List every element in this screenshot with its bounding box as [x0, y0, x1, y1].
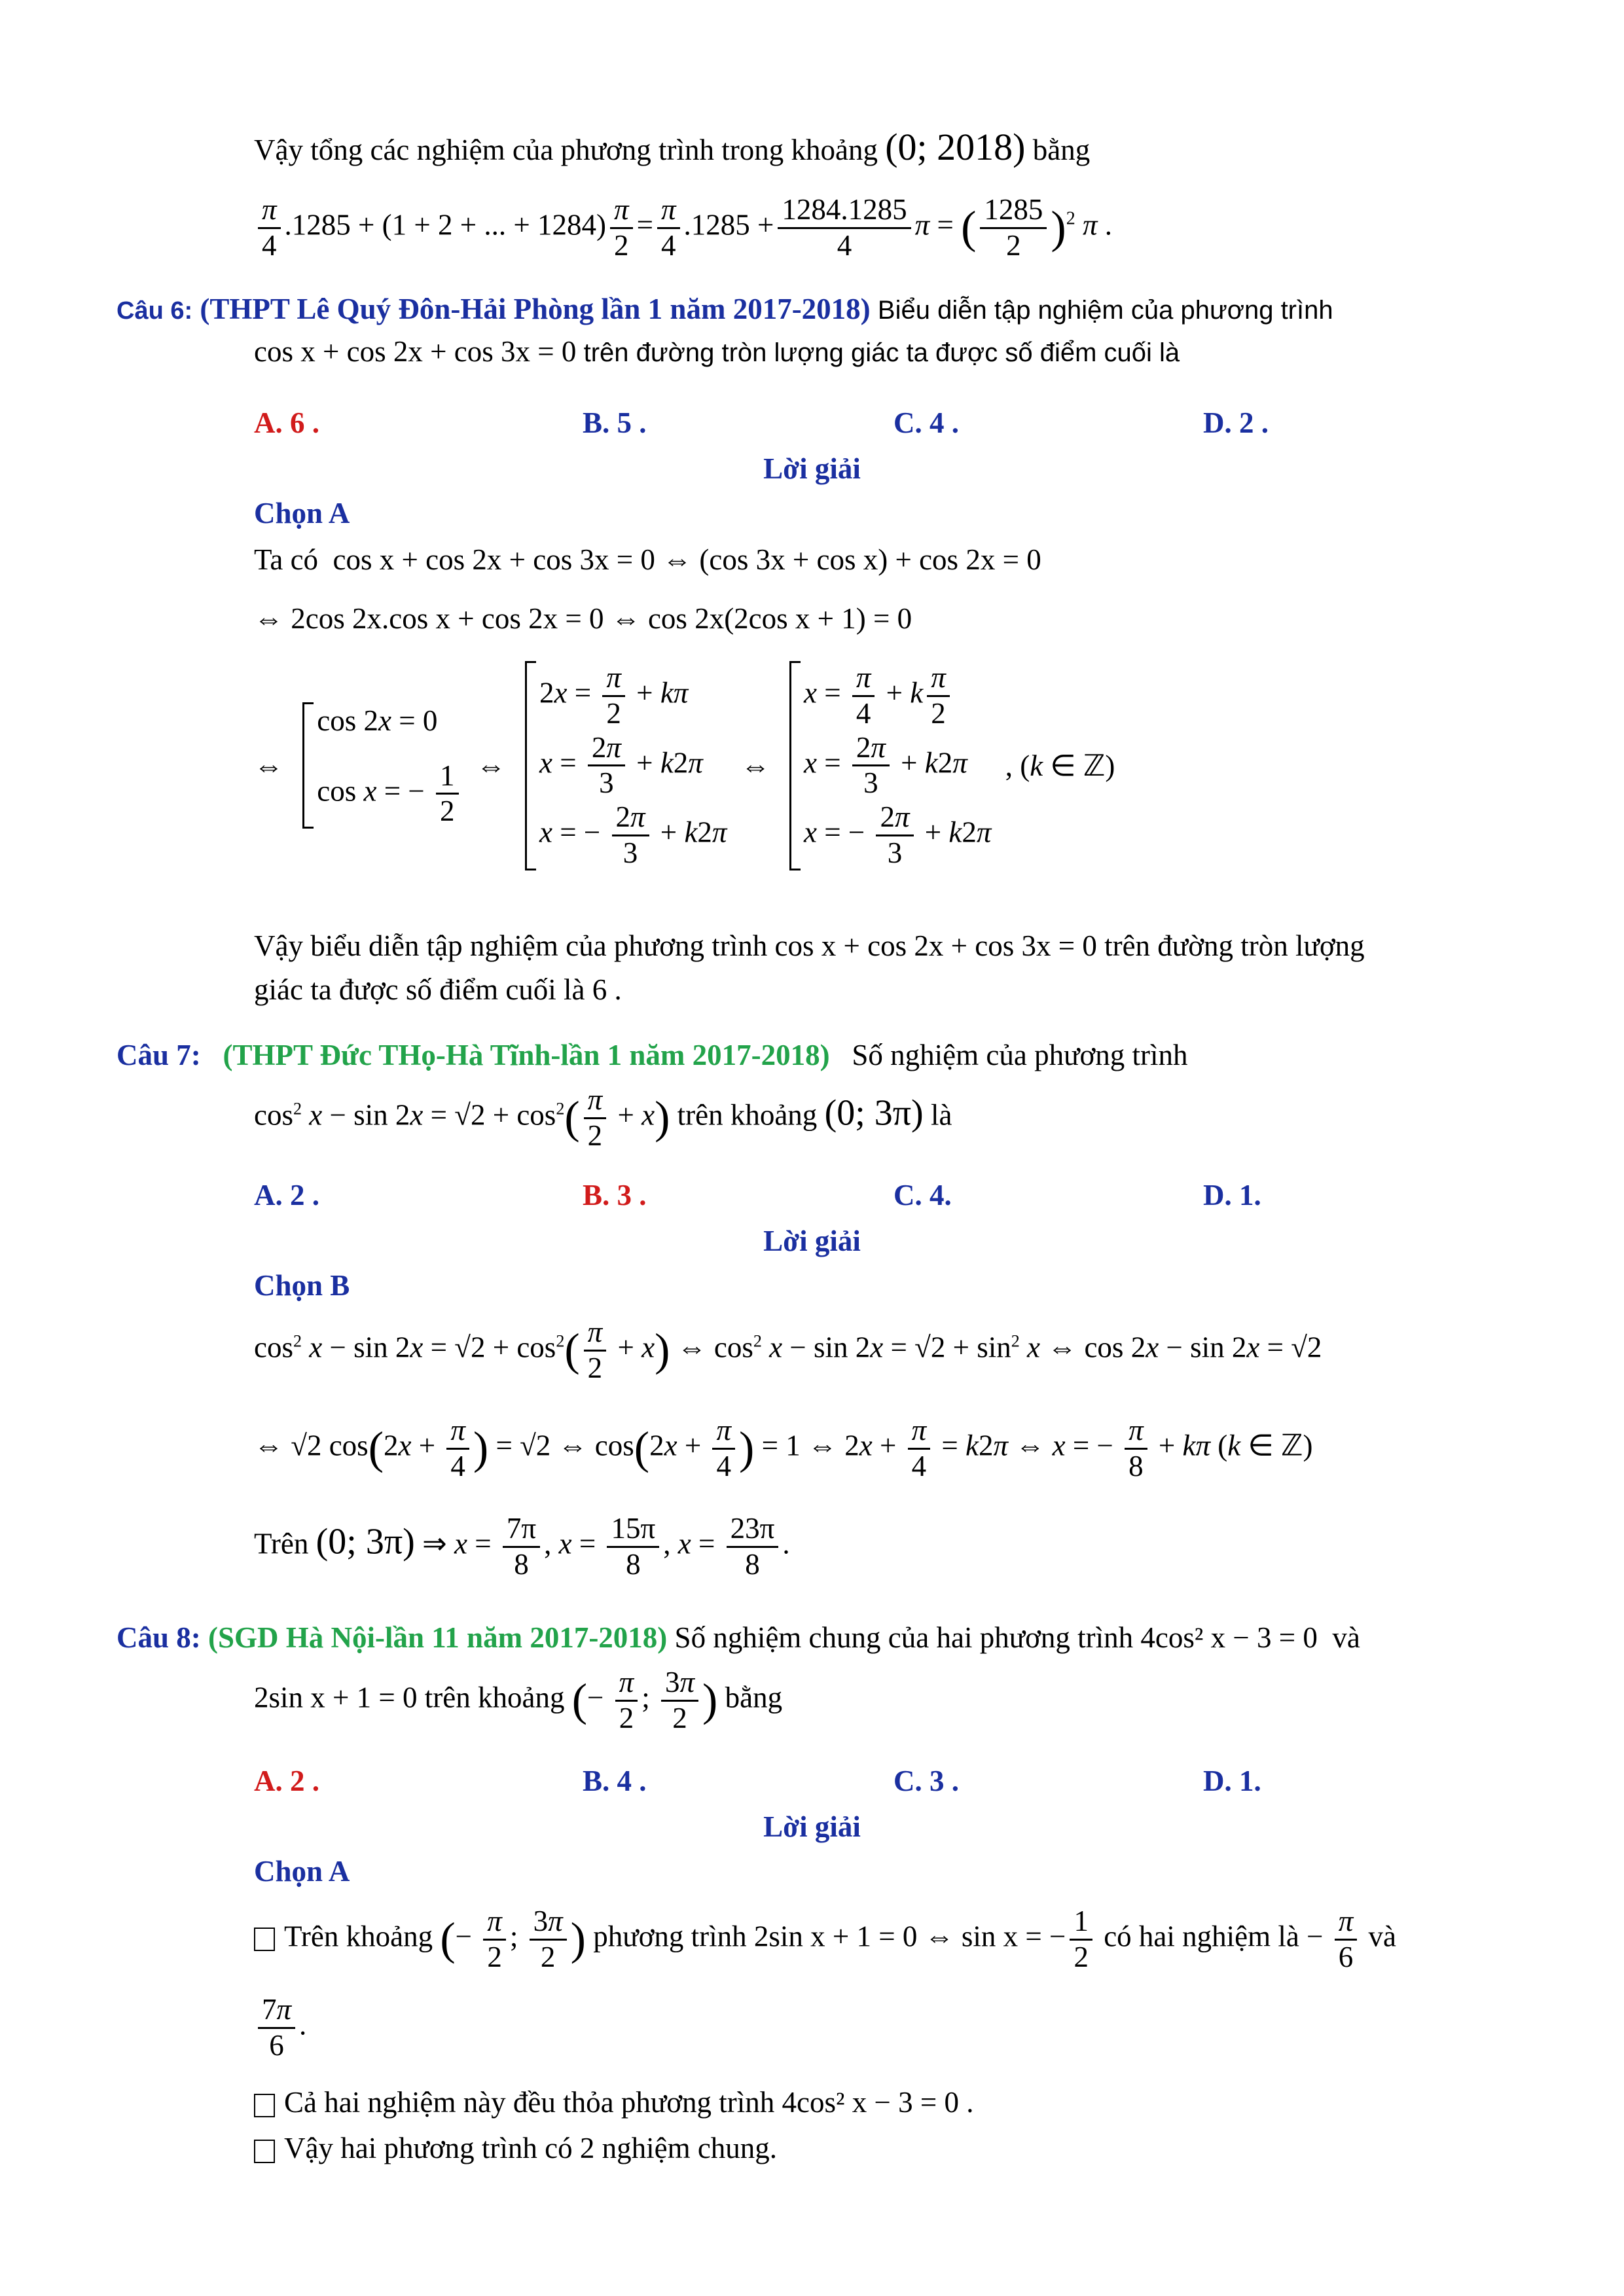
q7-solution-title: Lời giải [763, 1225, 861, 1257]
q8-option-c[interactable]: C. 3 . [893, 1765, 959, 1797]
q6-source: (THPT Lê Quý Đôn-Hải Phòng lần 1 năm 2017-2018) [200, 293, 871, 325]
q8-eq1: 4cos² x − 3 = 0 [1140, 1621, 1318, 1654]
q6-header [117, 291, 1526, 327]
q8-bullet1-d: và [1368, 1920, 1397, 1953]
q7-prompt: Số nghiệm của phương trình [852, 1039, 1188, 1071]
q7-label: Câu 7: [117, 1039, 201, 1071]
q8-prompt2: trên khoảng [424, 1681, 565, 1714]
q7-sol-1: 7π [503, 1512, 540, 1548]
frac-1285: $\frac{1285}{2}$ [980, 193, 1047, 263]
q8-prompt: Số nghiệm chung của hai phương trình [674, 1621, 1134, 1654]
intro-sum-text: Vậy tổng các nghiệm của phương trình trong khoảng [254, 134, 878, 166]
q7-tail: là [930, 1098, 952, 1132]
intro-formula-a: .1285 + (1 + 2 + ... + 1284) [284, 208, 607, 242]
q6-system: ⇔ cos 2x = 0 cos x = − $\frac{1}{2}$ ⇔ 2x = $\frac{\pi}{2}$ + kπ x = $\frac{2\pi}{3}$ + k2π x = − $\frac{2\pi}{3}$ + k2π ⇔ x = $\frac{\pi}{4}$ + k $\frac{\pi}{2}$ x = $\frac{2\pi}{3}$ + k2π x = − $\frac{2\pi}{3}$ + k2π , (k ∈ ℤ) [254, 661, 1115, 869]
intro-tail: bằng [1032, 134, 1091, 166]
q6-prompt: Biểu diễn tập nghiệm của phương trình [877, 296, 1333, 325]
q8-bullet1: Trên khoảng (− $\frac{\pi}{2}$ ; $\frac{3\pi}{2}$ ) phương trình 2sin x + 1 = 0 ⇔ sin x = − $\frac{1}{2}$ có hai nghiệm là − $\frac{\pi}{6}$ và [254, 1905, 1526, 1975]
q7-sol-2: 15π [607, 1512, 659, 1548]
q8-bullet2-text: Cả hai nghiệm này đều thỏa phương trình 4cos² x − 3 = 0 . [284, 2086, 974, 2119]
q8-eq2: 2sin x + 1 = 0 [254, 1681, 418, 1714]
q6-option-c[interactable]: C. 4 . [893, 406, 959, 439]
q6-system-1: cos 2x = 0 cos x = − $\frac{1}{2}$ [297, 702, 462, 829]
q7-step3: Trên (0; 3π) ⇒ x = $\frac{7\pi}{8}$ , x = $\frac{15\pi}{8}$ , x = $\frac{23\pi}{8}$ . [254, 1512, 790, 1581]
q8-bullet3 [254, 2130, 1526, 2166]
q7-option-c[interactable]: C. 4. [893, 1179, 952, 1211]
q7-step1: $\cos^2 x - \sin 2x = √2 + \cos^2$( $\frac{\pi}{2}$ + x) ⇔ $\cos^2 x - \sin 2x = √2 + \sin^2 x$ ⇔ cos 2x − sin 2x = √2 [254, 1316, 1322, 1384]
q6-system-2: 2x = $\frac{\pi}{2}$ + kπ x = $\frac{2\pi}{3}$ + k2π x = − $\frac{2\pi}{3}$ + k2π [520, 661, 727, 870]
q7-equation-line: $\cos^2 x - \sin 2x = √2 + \cos^2$( $\frac{\pi}{2}$ + x) trên khoảng (0; 3π) là [254, 1083, 952, 1152]
q8-bullet1-a: Trên khoảng [284, 1920, 433, 1953]
q6-system-3: x = $\frac{\pi}{4}$ + k $\frac{\pi}{2}$ x = $\frac{2\pi}{3}$ + k2π x = − $\frac{2\pi}{3}$ + k2π [784, 661, 991, 870]
intro-formula: $\frac{\pi}{4}$ .1285 + (1 + 2 + ... + 1284) $\frac{\pi}{2}$ = $\frac{\pi}{4}$ .1285 + $\frac{1284.1285}{4}$ π = ( $\frac{1285}{2}$ )$^2$ π . [254, 193, 1526, 263]
q6-solution-title: Lời giải [763, 452, 861, 485]
q8-option-b[interactable]: B. 4 . [583, 1765, 647, 1797]
q8-bullet1-c: có hai nghiệm là [1104, 1920, 1299, 1953]
q8-option-d[interactable]: D. 1. [1203, 1765, 1261, 1797]
q6-option-d[interactable]: D. 2 . [1203, 406, 1269, 439]
bullet-box-icon [254, 2094, 275, 2117]
q8-option-a[interactable]: A. 2 . [254, 1765, 319, 1797]
intro-frac-num: 1284.1285 [778, 193, 911, 229]
q6-option-b[interactable]: B. 5 . [583, 406, 647, 439]
q8-header [117, 1620, 1526, 1655]
q8-prompt-line2: 2sin x + 1 = 0 trên khoảng (− $\frac{\pi}{2}$ ; $\frac{3\pi}{2}$ ) bằng [254, 1666, 783, 1734]
bullet-box-icon [254, 1928, 275, 1951]
q6-label: Câu 6: [117, 297, 193, 325]
q6-conclusion: Vậy biểu diễn tập nghiệm của phương trình cos x + cos 2x + cos 3x = 0 trên đường tròn lượng [254, 929, 1365, 962]
q7-interval: (0; 3π) [824, 1092, 924, 1134]
q8-bullet1-b: phương trình 2sin x + 1 = 0 ⇔ sin x = − [593, 1920, 1066, 1953]
frac-pi-4b: $\frac{\pi}{4}$ [657, 193, 680, 263]
q8-label: Câu 8: [117, 1621, 201, 1654]
q6-prompt2: trên đường tròn lượng giác ta được số điểm cuối là [583, 338, 1180, 367]
q7-tren: Trên [254, 1527, 309, 1560]
q6-step1-prefix: Ta có [254, 543, 319, 576]
q8-bullet2 [254, 2085, 1526, 2120]
q6-step1 [254, 542, 1526, 577]
q6-prompt-line2 [254, 334, 1526, 369]
q8-solution-title: Lời giải [763, 1810, 861, 1843]
q8-bullet1-cont: $\frac{7\pi}{6}$ . [254, 1993, 1526, 2063]
bullet-box-icon [254, 2140, 275, 2163]
q6-step2: ⇔ 2cos 2x.cos x + cos 2x = 0 ⇔ cos 2x(2cos x + 1) = 0 [254, 602, 912, 635]
intro-interval: (0; 2018) [885, 126, 1026, 168]
q8-choice: Chọn A [254, 1855, 350, 1888]
q8-tail: bằng [725, 1681, 783, 1714]
frac-pi-4: $\frac{\pi}{4}$ [258, 193, 281, 263]
q7-option-b[interactable]: B. 3 . [583, 1179, 647, 1211]
q6-option-a[interactable]: A. 6 . [254, 406, 319, 439]
q8-source: (SGD Hà Nội-lần 11 năm 2017-2018) [208, 1621, 668, 1654]
q7-option-a[interactable]: A. 2 . [254, 1179, 319, 1211]
q6-conclusion2: giác ta được số điểm cuối là 6 . [254, 973, 622, 1006]
frac-product: $\frac{1284.1285}{4}$ [778, 193, 911, 263]
q7-step2: ⇔ √2 cos(2x + $\frac{\pi}{4}$ ) = √2 ⇔ cos(2x + $\frac{\pi}{4}$ ) = 1 ⇔ 2x + $\frac{\pi}{4}$ = k2π ⇔ x = − $\frac{\pi}{8}$ + kπ (k ∈ ℤ) [254, 1414, 1313, 1482]
q7-interval-2: (0; 3π) [316, 1521, 415, 1562]
q7-choice: Chọn B [254, 1269, 350, 1302]
intro-formula-b: .1285 + [683, 208, 774, 242]
q7-prompt2: trên khoảng [677, 1098, 818, 1132]
q6-step1-text: cos x + cos 2x + cos 3x = 0 ⇔ (cos 3x + cos x) + cos 2x = 0 [333, 543, 1041, 576]
intro-end-num: 1285 [980, 193, 1047, 229]
frac-pi-2: $\frac{\pi}{2}$ [610, 193, 633, 263]
q7-source: (THPT Đức THọ-Hà Tĩnh-lần 1 năm 2017-2018) [223, 1039, 830, 1071]
intro-sum-line [254, 124, 1526, 170]
q7-sol-3: 23π [727, 1512, 779, 1548]
q8-and: và [1332, 1621, 1360, 1654]
q8-bullet3-text: Vậy hai phương trình có 2 nghiệm chung. [284, 2132, 778, 2164]
q7-option-d[interactable]: D. 1. [1203, 1179, 1261, 1211]
q7-header [117, 1037, 1526, 1073]
q6-equation: cos x + cos 2x + cos 3x = 0 [254, 335, 577, 368]
q6-choice: Chọn A [254, 497, 350, 529]
